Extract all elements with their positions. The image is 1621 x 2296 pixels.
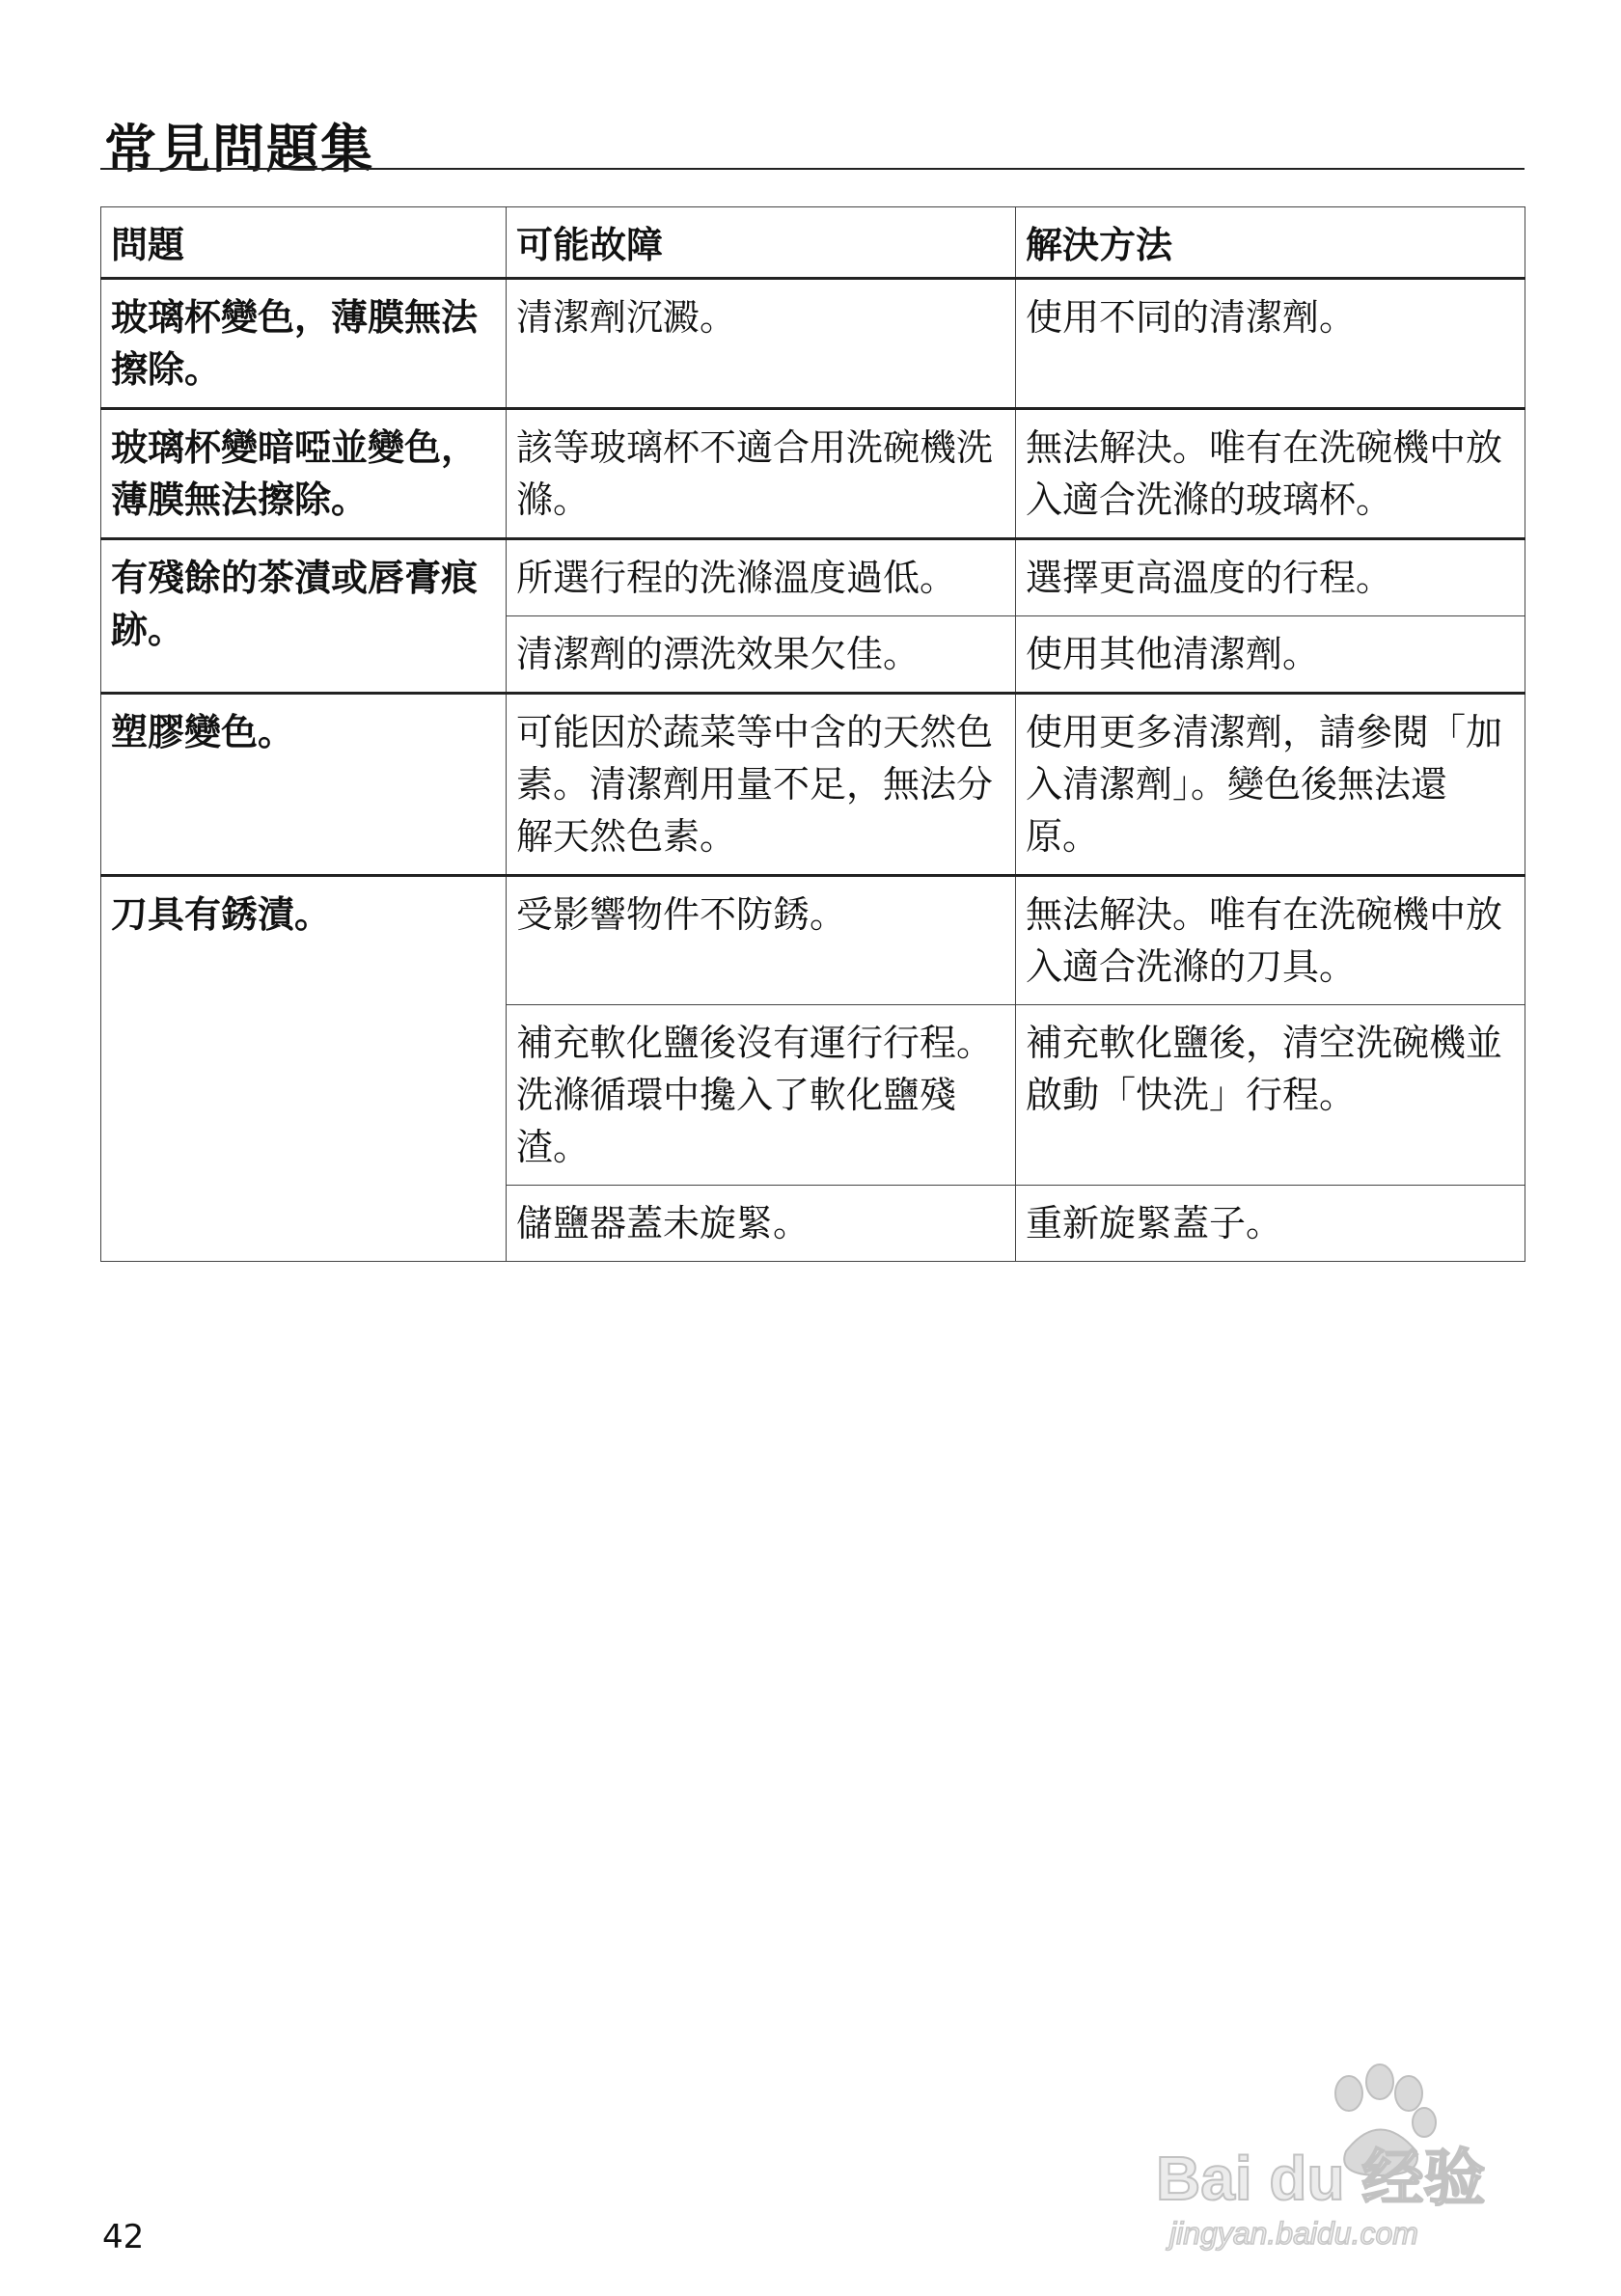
problem-cell: 玻璃杯變色，薄膜無法擦除。 [101,279,507,409]
cause-cell: 補充軟化鹽後沒有運行行程。洗滌循環中攙入了軟化鹽殘渣。 [507,1005,1016,1186]
solution-cell: 補充軟化鹽後，清空洗碗機並啟動「快洗」行程。 [1016,1005,1525,1186]
cause-cell: 該等玻璃杯不適合用洗碗機洗滌。 [507,409,1016,539]
page-title: 常見問題集 [104,119,374,180]
cause-cell: 可能因於蔬菜等中含的天然色素。清潔劑用量不足，無法分解天然色素。 [507,694,1016,876]
table-header-row [101,207,1525,279]
watermark [1148,2055,1534,2257]
solution-cell: 使用更多清潔劑，請參閱「加入清潔劑」。變色後無法還原。 [1016,694,1525,876]
solution-cell: 重新旋緊蓋子。 [1016,1186,1525,1262]
header-cause: 可能故障 [507,207,1016,279]
solution-cell: 選擇更高溫度的行程。 [1016,539,1525,616]
problem-cell: 塑膠變色。 [101,694,507,876]
cause-cell: 所選行程的洗滌溫度過低。 [507,539,1016,616]
solution-cell: 無法解決。唯有在洗碗機中放入適合洗滌的玻璃杯。 [1016,409,1525,539]
solution-cell: 使用不同的清潔劑。 [1016,279,1525,409]
page-number: 42 [102,2218,145,2256]
faq-table [100,206,1525,1262]
header-solution: 解決方法 [1016,207,1525,279]
table-row [101,694,1525,876]
table-row [101,876,1525,1005]
watermark-url: jingyan.baidu.com [1169,2216,1418,2251]
problem-cell: 玻璃杯變暗啞並變色，薄膜無法擦除。 [101,409,507,539]
problem-cell: 刀具有銹漬。 [101,876,507,1262]
cause-cell: 儲鹽器蓋未旋緊。 [507,1186,1016,1262]
problem-cell: 有殘餘的茶漬或唇膏痕跡。 [101,539,507,694]
title-rule [100,168,1525,170]
cause-cell: 清潔劑的漂洗效果欠佳。 [507,616,1016,694]
solution-cell: 無法解決。唯有在洗碗機中放入適合洗滌的刀具。 [1016,876,1525,1005]
table-row [101,409,1525,539]
table-row [101,279,1525,409]
cause-cell: 受影響物件不防銹。 [507,876,1016,1005]
cause-cell: 清潔劑沉澱。 [507,279,1016,409]
table-row [101,539,1525,616]
header-problem: 問題 [101,207,507,279]
solution-cell: 使用其他清潔劑。 [1016,616,1525,694]
watermark-brand: Bai du 经验 [1156,2144,1486,2213]
